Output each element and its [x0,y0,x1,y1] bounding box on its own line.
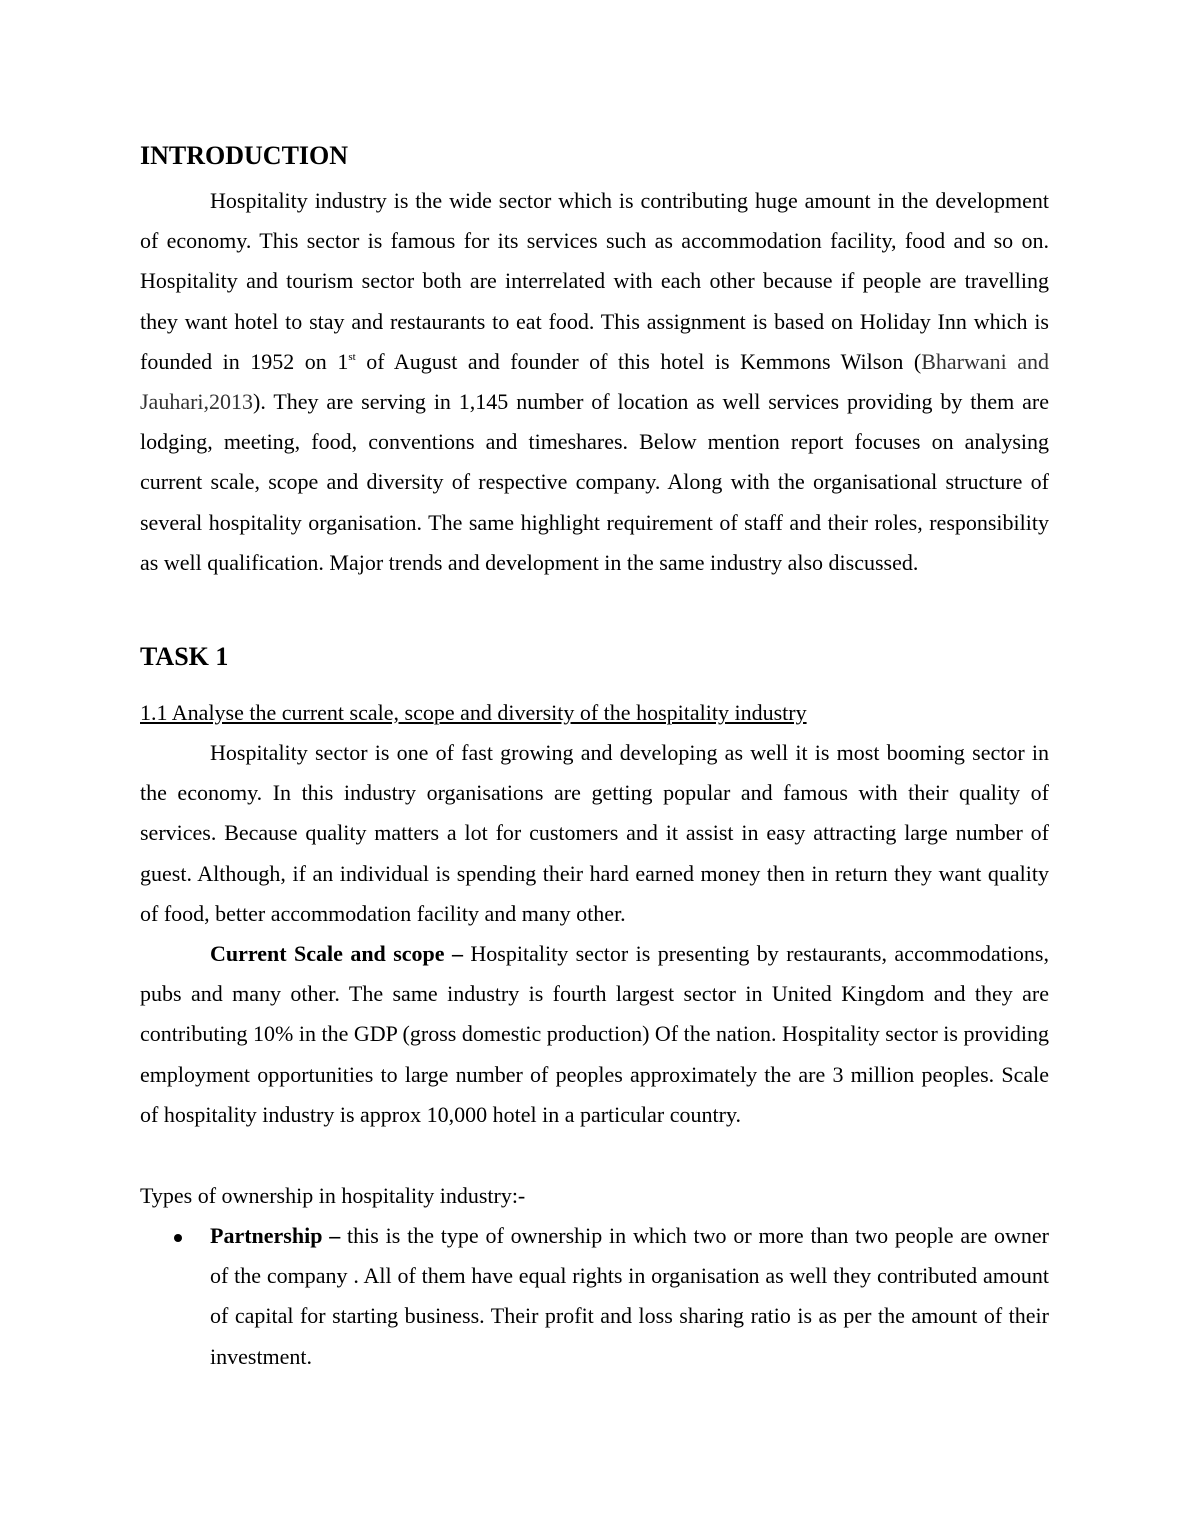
task-1-heading: TASK 1 [140,642,229,671]
partnership-description: this is the type of ownership in which two or more than two people are owner of the company . All of them have equal rights in organisation as well they contributed amount of capital for starting business. Their profit and loss sharing ratio is as per the amount of their investment. [210,1223,1049,1369]
partnership-text [210,1216,1049,1377]
citation: Bharwani and Jauhari,2013 [140,348,1050,415]
ordinal-superscript: st [348,350,356,363]
section-1-1-subheading: 1.1 Analyse the current scale, scope and diversity of the hospitality industry [140,700,807,725]
introduction-paragraph [140,181,1049,583]
intro-text-part-3: ). They are serving in 1,145 number of location as well services providing by them are lodging, meeting, food, conventions and timeshares. Below mention report focuses on analysing current scale, scope and diversity of respective company. Along with the organisational structure of several hospitality organisation. The same highlight requirement of staff and their roles, responsibility as well qualification. Major trends and development in the same industry also discussed. [140,389,1049,575]
intro-text-part-1: Hospitality industry is the wide sector which is contributing huge amount in the development of economy. This sector is famous for its services such as accommodation facility, food and so on. Hospitality and tourism sector both are interrelated with each other because if people are travelling they want hotel to stay and restaurants to eat food. This assignment is based on Holiday Inn which is founded in 1952 on 1 [140,188,1049,374]
current-scale-text: Hospitality sector is presenting by restaurants, accommodations, pubs and many other. The same industry is fourth largest sector in United Kingdom and they are contributing 10% in the GDP (gross domestic production) Of the nation. Hospitality sector is providing employment opportunities to large number of peoples approximately the are 3 million peoples. Scale of hospitality industry is approx 10,000 hotel in a particular country. [140,941,1050,1127]
hospitality-sector-paragraph: Hospitality sector is one of fast growing and developing as well it is most booming sector in the economy. In this industry organisations are getting popular and famous with their quality of services. Because quality matters a lot for customers and it assist in easy attracting large number of guest. Although, if an individual is spending their hard earned money then in return they want quality of food, better accommodation facility and many other. [140,740,1049,926]
current-scale-label: Current Scale and scope – [210,941,463,966]
ownership-types-intro: Types of ownership in hospitality industry:- [140,1183,526,1208]
intro-text-part-2: of August and founder of this hotel is Kemmons Wilson ( [355,348,922,374]
bullet-icon [174,1234,182,1242]
current-scale-paragraph [140,934,1049,1135]
introduction-heading: INTRODUCTION [140,141,349,170]
partnership-label: Partnership – [210,1223,341,1248]
